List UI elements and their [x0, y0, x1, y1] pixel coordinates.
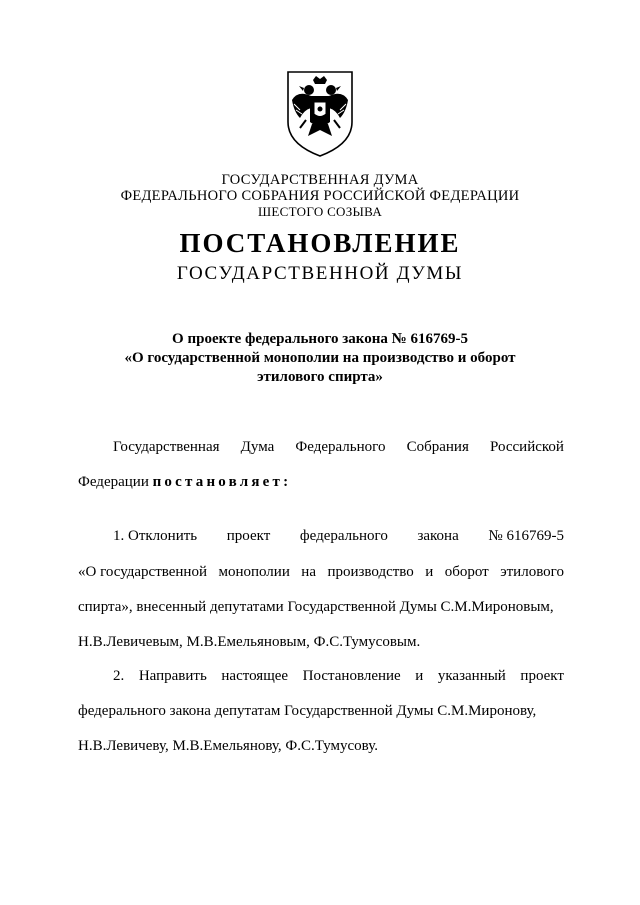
item2-word: указанный — [437, 668, 506, 684]
item1-word: проект — [226, 528, 271, 544]
item2-word: проект — [520, 668, 564, 684]
item1-word: «О государственной — [78, 564, 207, 580]
item2-word: и — [415, 668, 424, 684]
item1-line-2 — [78, 564, 564, 581]
preamble-word: Федерального — [295, 439, 386, 455]
item1-word: монополии — [218, 564, 290, 580]
preamble-word: Российской — [490, 439, 564, 455]
item1-line-4: Н.В.Левичевым, М.В.Емельяновым, Ф.С.Тумусовым. — [78, 634, 421, 650]
item1-word: 1. Отклонить — [113, 528, 198, 544]
header-duma: ГОСУДАРСТВЕННАЯ ДУМА — [221, 172, 419, 188]
subject-line-2: «О государственной монополии на производство и оборот — [124, 350, 516, 366]
item1-line-1 — [113, 528, 564, 545]
item1-word: закона — [417, 528, 459, 544]
header-federal-assembly: ФЕДЕРАЛЬНОГО СОБРАНИЯ РОССИЙСКОЙ ФЕДЕРАЦИИ — [120, 188, 520, 204]
item1-word: оборот — [444, 564, 489, 580]
header-convocation: ШЕСТОГО СОЗЫВА — [257, 204, 383, 219]
subject-line-1: О проекте федерального закона № 616769-5 — [172, 331, 468, 347]
item1-word: этилового — [500, 564, 564, 580]
preamble-word: Дума — [240, 439, 275, 455]
preamble-federation: Федерации — [78, 474, 149, 490]
preamble-line-1 — [113, 439, 564, 456]
preamble-verb: постановляет: — [152, 474, 292, 490]
coat-of-arms-icon — [280, 70, 360, 158]
preamble-line-2 — [78, 474, 564, 491]
item1-word: на — [301, 564, 316, 580]
item2-word: настоящее — [221, 668, 289, 684]
item2-word: 2. — [113, 668, 125, 684]
item1-word: производство — [327, 564, 414, 580]
item2-word: Направить — [138, 668, 207, 684]
item1-word: № 616769-5 — [488, 528, 564, 544]
preamble-word: Государственная — [113, 439, 220, 455]
item1-word: федерального — [299, 528, 388, 544]
item2-line-2: федерального закона депутатам Государственной Думы С.М.Миронову, — [78, 703, 537, 719]
item2-line-3: Н.В.Левичеву, М.В.Емельянову, Ф.С.Тумусову. — [78, 738, 378, 754]
item1-word: и — [425, 564, 434, 580]
preamble-word: Собрания — [406, 439, 469, 455]
item2-line-1 — [113, 668, 564, 685]
decree-subtitle: ГОСУДАРСТВЕННОЙ ДУМЫ — [176, 263, 464, 284]
item2-word: Постановление — [302, 668, 401, 684]
decree-title: ПОСТАНОВЛЕНИЕ — [179, 228, 461, 258]
subject-line-3: этилового спирта» — [257, 369, 383, 385]
item1-line-3: спирта», внесенный депутатами Государственной Думы С.М.Мироновым, — [78, 599, 554, 615]
